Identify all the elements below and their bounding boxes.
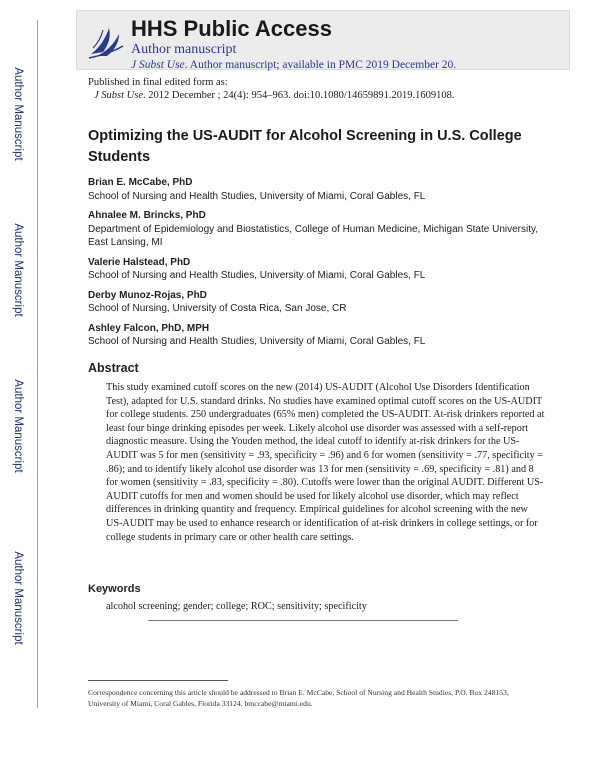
author-entry	[88, 256, 558, 283]
sidebar-rule	[37, 20, 38, 708]
author-name: Ahnalee M. Brincks, PhD	[88, 210, 206, 221]
author-affiliation: Department of Epidemiology and Biostatistics, College of Human Medicine, Michigan State University, East Lansing, MI	[88, 223, 539, 248]
author-affiliation: School of Nursing, University of Costa Rica, San Jose, CR	[88, 303, 347, 314]
sidebar-label: Author Manuscript	[12, 551, 24, 645]
published-label: Published in final edited form as:	[88, 77, 228, 88]
author-entry	[88, 322, 558, 349]
article-title: Optimizing the US-AUDIT for Alcohol Screening in U.S. College Students	[88, 128, 522, 165]
sidebar-label: Author Manuscript	[12, 67, 24, 161]
keywords-text: alcohol screening; gender; college; ROC; sensitivity; specificity	[106, 601, 367, 612]
hhs-title: HHS Public Access	[131, 16, 332, 41]
section-divider	[148, 620, 458, 621]
author-manuscript-label: Author manuscript	[131, 42, 237, 57]
author-list	[88, 176, 558, 355]
abstract-heading: Abstract	[88, 361, 139, 375]
hhs-eagle-logo-icon	[85, 18, 127, 62]
author-entry	[88, 289, 558, 316]
hhs-header	[76, 10, 570, 70]
citation-line	[88, 89, 454, 102]
availability-text: . Author manuscript; available in PMC 2019 December 20.	[184, 59, 457, 71]
author-name: Derby Munoz-Rojas, PhD	[88, 289, 207, 301]
journal-abbrev: J Subst Use	[131, 59, 185, 71]
abstract-text: This study examined cutoff scores on the new (2014) US-AUDIT (Alcohol Use Disorders Identification Test), adapted for U.S. standard drinks. No studies have examined optimal cutoff scores on the US-AUDIT for college students. 250 undergraduates (65% men) completed the US-AUDIT. At-risk drinkers reported at least four binge drinking episodes per week. Likely alcohol use disorder was assessed with a self-report diagnostic measure. Using the Youden method, the ideal cutoff to identify at-risk drinkers for the US-AUDIT was 5 for men (sensitivity = .93, specificity = .96) and 6 for women (sensitivity = .77, specificity = .86); and to identify likely alcohol use disorder was 13 for men (sensitivity = .69, specificity = .81) and 8 for women (sensitivity = .83, specificity = .80). Cutoffs were lower than the original AUDIT. Different US-AUDIT cutoffs for men and women should be used for likely alcohol use disorder, which may reflect differences in drinking quantity and frequency. Empirical guidelines for alcohol screening with the new US-AUDIT may be used to enhance research or identification of at-risk drinkers in college settings, or for college students in primary care or other health care settings.	[106, 382, 545, 543]
keywords-heading: Keywords	[88, 583, 141, 595]
author-manuscript-sidebar	[0, 0, 32, 776]
author-affiliation: School of Nursing and Health Studies, University of Miami, Coral Gables, FL	[88, 336, 426, 347]
author-affiliation: School of Nursing and Health Studies, University of Miami, Coral Gables, FL	[88, 270, 426, 281]
author-affiliation: School of Nursing and Health Studies, University of Miami, Coral Gables, FL	[88, 190, 426, 202]
footnote-rule	[88, 680, 228, 681]
citation-text: . 2012 December ; 24(4): 954–963. doi:10.1080/14659891.2019.1609108.	[143, 90, 455, 101]
author-name: Valerie Halstead, PhD	[88, 256, 191, 268]
publication-info	[88, 76, 454, 102]
sidebar-label: Author Manuscript	[12, 379, 24, 473]
citation-journal: J Subst Use	[94, 90, 143, 101]
author-name: Brian E. McCabe, PhD	[88, 177, 193, 188]
availability-line	[131, 59, 456, 71]
correspondence-footnote: Correspondence concerning this article should be addressed to Brian E. McCabe, School of Nursing and Health Studies, P.O. Box 248153, University of Miami, Coral Gables, Florida 33124. bmccabe@miami.edu.	[88, 688, 509, 708]
author-entry	[88, 176, 558, 203]
sidebar-label: Author Manuscript	[12, 223, 24, 317]
author-name: Ashley Falcon, PhD, MPH	[88, 322, 210, 334]
author-entry	[88, 209, 558, 250]
